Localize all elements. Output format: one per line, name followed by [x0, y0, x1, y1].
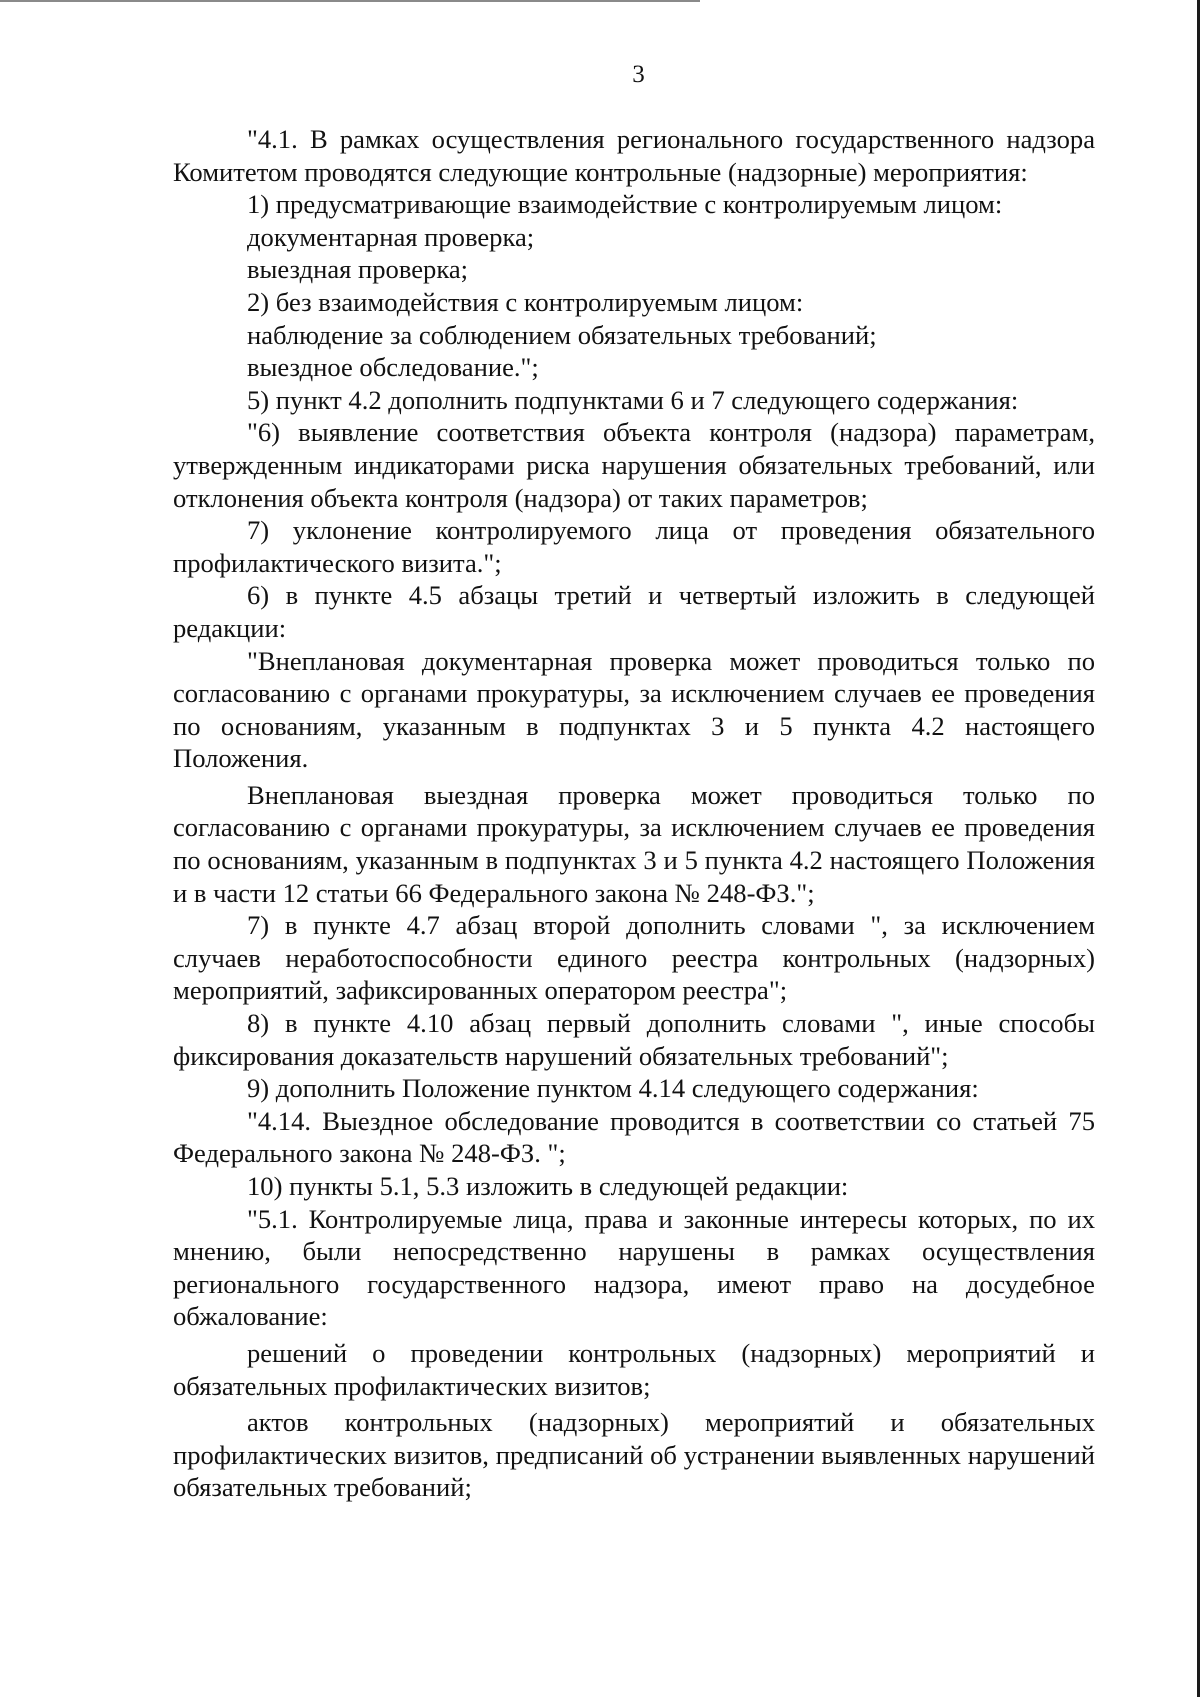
- paragraph: 9) дополнить Положение пунктом 4.14 следующего содержания:: [247, 1073, 979, 1104]
- paragraph: документарная проверка;: [247, 221, 535, 252]
- paragraph: "5.1. Контролируемые лица, права и законные интересы которых, по их мнению, были непосредственно нарушены в рамках осуществления регионального государственного надзора, имеют право на досудебное обжалование:: [173, 1203, 1095, 1332]
- paragraph: наблюдение за соблюдением обязательных требований;: [247, 319, 877, 350]
- paragraph: Внеплановая выездная проверка может проводиться только по согласованию с органами прокуратуры, за исключением случаев ее проведения по основаниям, указанным в подпунктах 3 и 5 пункта 4.2 настоящего Положения и в части 12 статьи 66 Федерального закона № 248-ФЗ.";: [173, 779, 1095, 908]
- scan-edge-top: [0, 0, 700, 2]
- paragraph: актов контрольных (надзорных) мероприятий и обязательных профилактических визитов, предписаний об устранении выявленных нарушений обязательных требований;: [173, 1407, 1095, 1503]
- paragraph: 5) пункт 4.2 дополнить подпунктами 6 и 7 следующего содержания:: [247, 384, 1019, 415]
- paragraph: "Внеплановая документарная проверка может проводиться только по согласованию с органами прокуратуры, за исключением случаев ее проведения по основаниям, указанным в подпунктах 3 и 5 пункта 4.2 настоящего Положения.: [173, 645, 1095, 774]
- paragraph: "4.1. В рамках осуществления регионального государственного надзора Комитетом проводятся следующие контрольные (надзорные) мероприятия:: [173, 124, 1095, 187]
- paragraph: 2) без взаимодействия с контролируемым лицом:: [247, 286, 804, 317]
- paragraph: 6) в пункте 4.5 абзацы третий и четвертый изложить в следующей редакции:: [173, 580, 1095, 643]
- paragraph: 7) в пункте 4.7 абзац второй дополнить словами ", за исключением случаев неработоспособности единого реестра контрольных (надзорных) мероприятий, зафиксированных оператором реестра";: [173, 910, 1095, 1006]
- paragraph: "6) выявление соответствия объекта контроля (надзора) параметрам, утвержденным индикаторами риска нарушения обязательных требований, или отклонения объекта контроля (надзора) от таких параметров;: [173, 417, 1095, 513]
- document-body: [173, 123, 1095, 1504]
- paragraph: решений о проведении контрольных (надзорных) мероприятий и обязательных профилактических визитов;: [173, 1337, 1095, 1401]
- paragraph: 10) пункты 5.1, 5.3 изложить в следующей редакции:: [247, 1171, 849, 1201]
- paragraph: 7) уклонение контролируемого лица от проведения обязательного профилактического визита.";: [173, 515, 1095, 578]
- paragraph: 1) предусматривающие взаимодействие с контролируемым лицом:: [247, 189, 1003, 220]
- paragraph: выездное обследование.";: [247, 352, 539, 383]
- paragraph: 8) в пункте 4.10 абзац первый дополнить словами ", иные способы фиксирования доказательств нарушений обязательных требований";: [173, 1008, 1095, 1071]
- paragraph: "4.14. Выездное обследование проводится в соответствии со статьей 75 Федерального закона № 248-ФЗ. ";: [173, 1105, 1095, 1169]
- page-number: 3: [632, 61, 645, 88]
- paragraph: выездная проверка;: [247, 254, 469, 285]
